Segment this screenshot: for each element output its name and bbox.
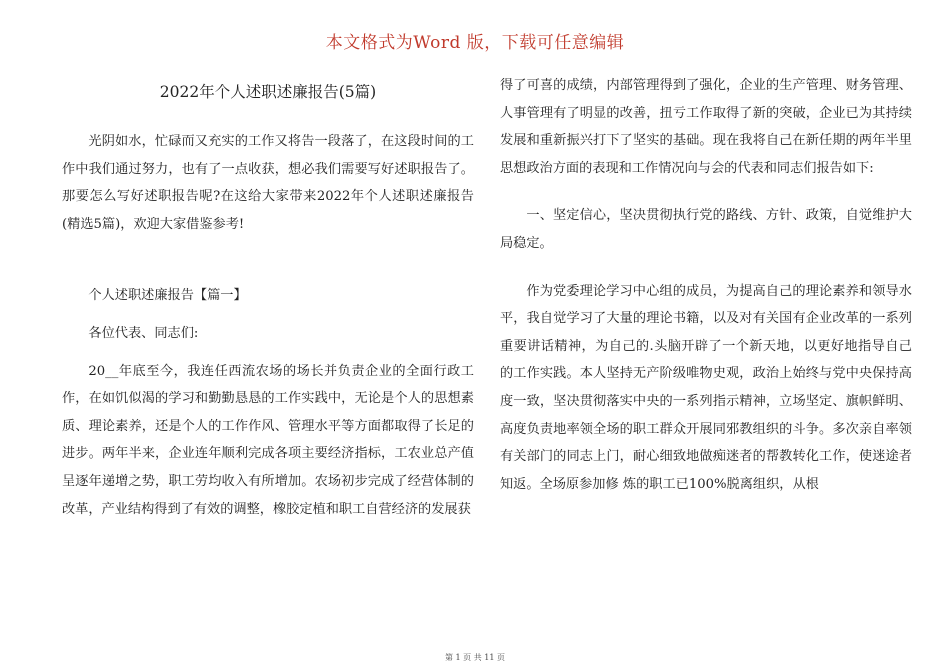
- salutation: 各位代表、同志们:: [88, 325, 199, 341]
- continuation-paragraph: 得了可喜的成绩，内部管理得到了强化，企业的生产管理、财务管理、人事管理有了明显的改善，扭亏工作取得了新的突破，企业已为其持续发展和重新振兴打下了坚实的基础。现在我将自己在新任期的两年半里思想政治方面的表现和工作情况向与会的代表和同志们报告如下:: [500, 78, 912, 176]
- document-title: 2022年个人述职述廉报告(5篇): [159, 83, 377, 101]
- left-column: [62, 72, 474, 523]
- section-heading: 个人述职述廉报告【篇一】: [88, 288, 247, 304]
- intro-paragraph: 光阴如水，忙碌而又充实的工作又将告一段落了，在这段时间的工作中我们通过努力，也有了一点收获，想必我们需要写好述职报告了。那要怎么写好述职报告呢?在这给大家带来2022年个人述职述廉报告(精选5篇)，欢迎大家借鉴参考!: [62, 134, 474, 232]
- point-one-heading: 一、坚定信心，坚决贯彻执行党的路线、方针、政策，自觉维护大局稳定。: [500, 208, 912, 251]
- theory-study-paragraph: 作为党委理论学习中心组的成员，为提高自己的理论素养和领导水平，我自觉学习了大量的理论书籍，以及对有关国有企业改革的一系列重要讲话精神，为自己的.头脑开辟了一个新天地，以更好地指导自己的工作实践。本人坚持无产阶级唯物史观，政治上始终与党中央保持高度一致，坚决贯彻落实中央的一系列指示精神，立场坚定、旗帜鲜明、高度负责地率领全场的职工群众开展同邪教组织的斗争。多次亲自率领有关部门的同志上门，耐心细致地做痴迷者的帮教转化工作，使迷途者知返。全场原参加修 炼的职工已100%脱离组织，从根: [500, 283, 912, 492]
- word-format-banner: 本文格式为Word 版，下载可任意编辑: [325, 33, 625, 53]
- body-paragraph: 20__年底至今，我连任西流农场的场长并负责企业的全面行政工作，在如饥似渴的学习和勤勤恳恳的工作实践中，无论是个人的思想素质、理论素养，还是个人的工作作风、管理水平等方面都取得了长足的进步。两年半来，企业连年顺利完成各项主要经济指标，工农业总产值呈逐年递增之势，职工劳均收入有所增加。农场初步完成了经营体制的改革，产业结构得到了有效的调整，橡胶定植和职工自营经济的发展获: [62, 363, 474, 517]
- right-column: [500, 72, 912, 498]
- page-footer: 第 1 页 共 11 页: [445, 653, 505, 662]
